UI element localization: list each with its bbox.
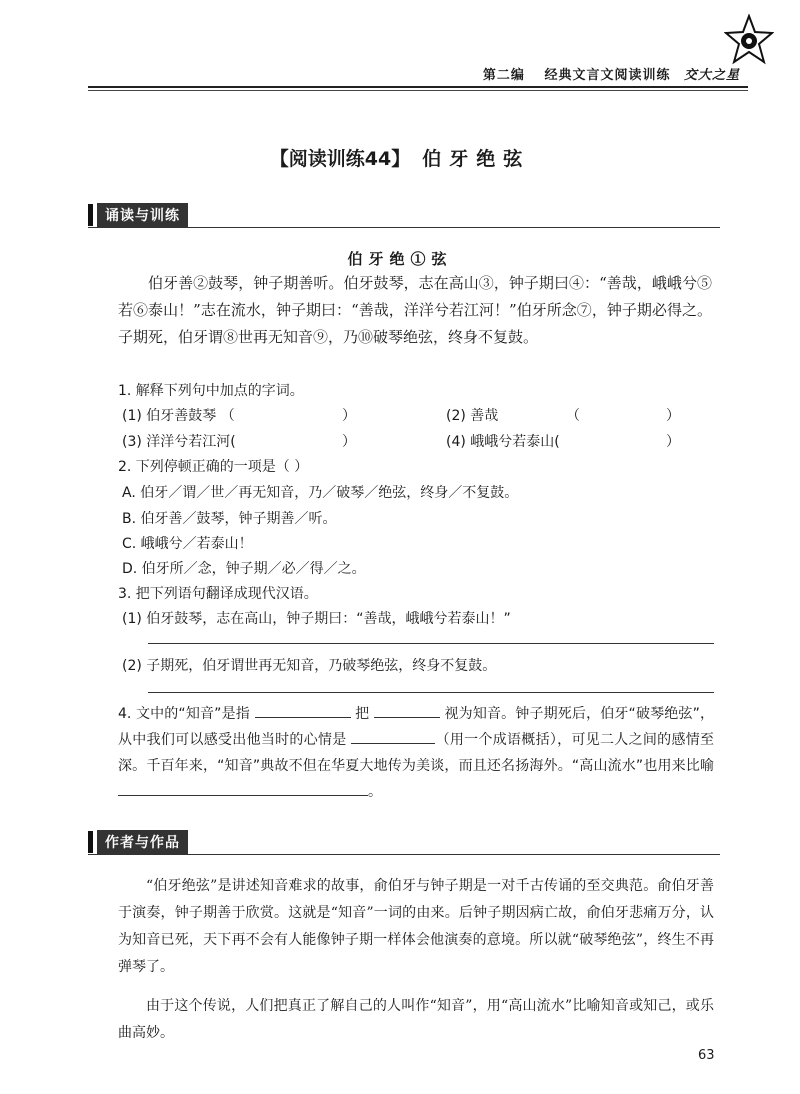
author-paragraph-1: “伯牙绝弦”是讲述知音难求的故事，俞伯牙与钟子期是一对千古传诵的至交典范。俞伯牙善于演奏，钟子期善于欣赏。这就是“知音”一词的由来。后钟子期因病亡故，俞伯牙悲痛万分，认为知音已死，天下再不会有人能像钟子期一样体会他演奏的意境。所以就“破琴绝弦”，终生不再弹琴了。	[118, 878, 714, 975]
title-label: 【阅读训练44】	[269, 148, 411, 170]
q1-item-2-close: ）	[666, 408, 680, 424]
q1-item-1: (1) 伯牙善鼓琴 （	[122, 408, 235, 424]
question-3-stem: 3. 把下列语句翻译成现代汉语。	[118, 586, 318, 602]
q2-option-d: D. 伯牙所／念，钟子期／必／得／之。	[122, 561, 366, 577]
q4-text-2: 把	[355, 706, 370, 722]
passage-title: 伯牙绝①弦	[347, 250, 453, 268]
q2-option-c: C. 峨峨兮／若泰山！	[122, 536, 253, 552]
star-logo-icon	[724, 14, 774, 66]
header-rule-thin	[88, 90, 748, 91]
passage-text: 伯牙善②鼓琴，钟子期善听。伯牙鼓琴，志在高山③，钟子期曰④：“善哉，峨峨兮⑤若⑥泰山！”志在流水，钟子期曰：“善哉，洋洋兮若江河！”伯牙所念⑦，钟子期必得之。子期死，伯牙谓⑧世再无知音⑨，乃⑩破琴绝弦，终身不复鼓。	[118, 274, 712, 346]
banner-label-2: 作者与作品	[97, 830, 188, 854]
q4-text-5: 。	[368, 784, 382, 800]
q1-item-4: (4) 峨峨兮若泰山(	[446, 434, 560, 450]
banner-bar-2	[88, 831, 93, 853]
section-banner-reading	[88, 203, 188, 227]
q4-blank-1	[255, 703, 351, 718]
header-section: 第二编	[482, 68, 525, 83]
q1-item-1-close: ）	[342, 408, 356, 424]
page-title	[0, 144, 800, 171]
q3-item-2: (2) 子期死，伯牙谓世再无知音，乃破琴绝弦，终身不复鼓。	[122, 658, 497, 674]
section-rule	[88, 227, 720, 228]
q3-answer-line-2	[148, 692, 714, 693]
q4-blank-4	[118, 781, 368, 796]
q2-option-a: A. 伯牙／谓／世／再无知音，乃／破琴／绝弦，终身／不复鼓。	[122, 485, 519, 501]
q2-option-b: B. 伯牙善／鼓琴，钟子期善／听。	[122, 511, 337, 527]
q1-item-2-open: （	[566, 408, 580, 424]
q3-answer-line-1	[148, 643, 714, 644]
q4-blank-3	[351, 729, 435, 744]
question-1-stem: 1. 解释下列句中加点的字词。	[118, 383, 304, 399]
q4-blank-2	[374, 703, 440, 718]
question-2-stem: 2. 下列停顿正确的一项是（ ）	[118, 459, 309, 475]
q1-item-3-close: ）	[342, 434, 356, 450]
q3-item-1: (1) 伯牙鼓琴，志在高山，钟子期曰：“善哉，峨峨兮若泰山！”	[122, 611, 511, 627]
title-name: 伯牙绝弦	[422, 148, 531, 170]
q4-text-4: （用一个成语概括），可见二人之间的感情至深。千百年来，“知音”典故不但在华夏大地传为美谈，而且还名扬海外。“高山流水”也用来比喻	[118, 732, 715, 774]
q4-text-3: 视为知音。钟子期死后，伯牙“破琴绝弦”，从中我们可以感受出他当时的心情是	[118, 706, 714, 748]
banner-bar	[88, 204, 93, 226]
section-banner-author	[88, 830, 188, 854]
header-subtitle: 经典文言文阅读训练	[544, 68, 671, 83]
q1-item-3: (3) 洋洋兮若江河(	[122, 434, 236, 450]
q1-item-2: (2) 善哉	[446, 408, 499, 424]
header-brand: 交大之星	[683, 68, 740, 83]
banner-label: 诵读与训练	[97, 203, 188, 227]
question-4	[118, 701, 714, 805]
q4-text-1: 4. 文中的“知音”是指	[118, 706, 250, 722]
page-number: 63	[698, 1048, 715, 1063]
running-header	[483, 64, 740, 83]
author-paragraph-2: 由于这个传说，人们把真正了解自己的人叫作“知音”，用“高山流水”比喻知音或知己，或乐曲高妙。	[118, 998, 714, 1041]
header-rule	[88, 86, 748, 88]
q1-item-4-close: ）	[666, 434, 680, 450]
section-rule-2	[88, 854, 720, 855]
